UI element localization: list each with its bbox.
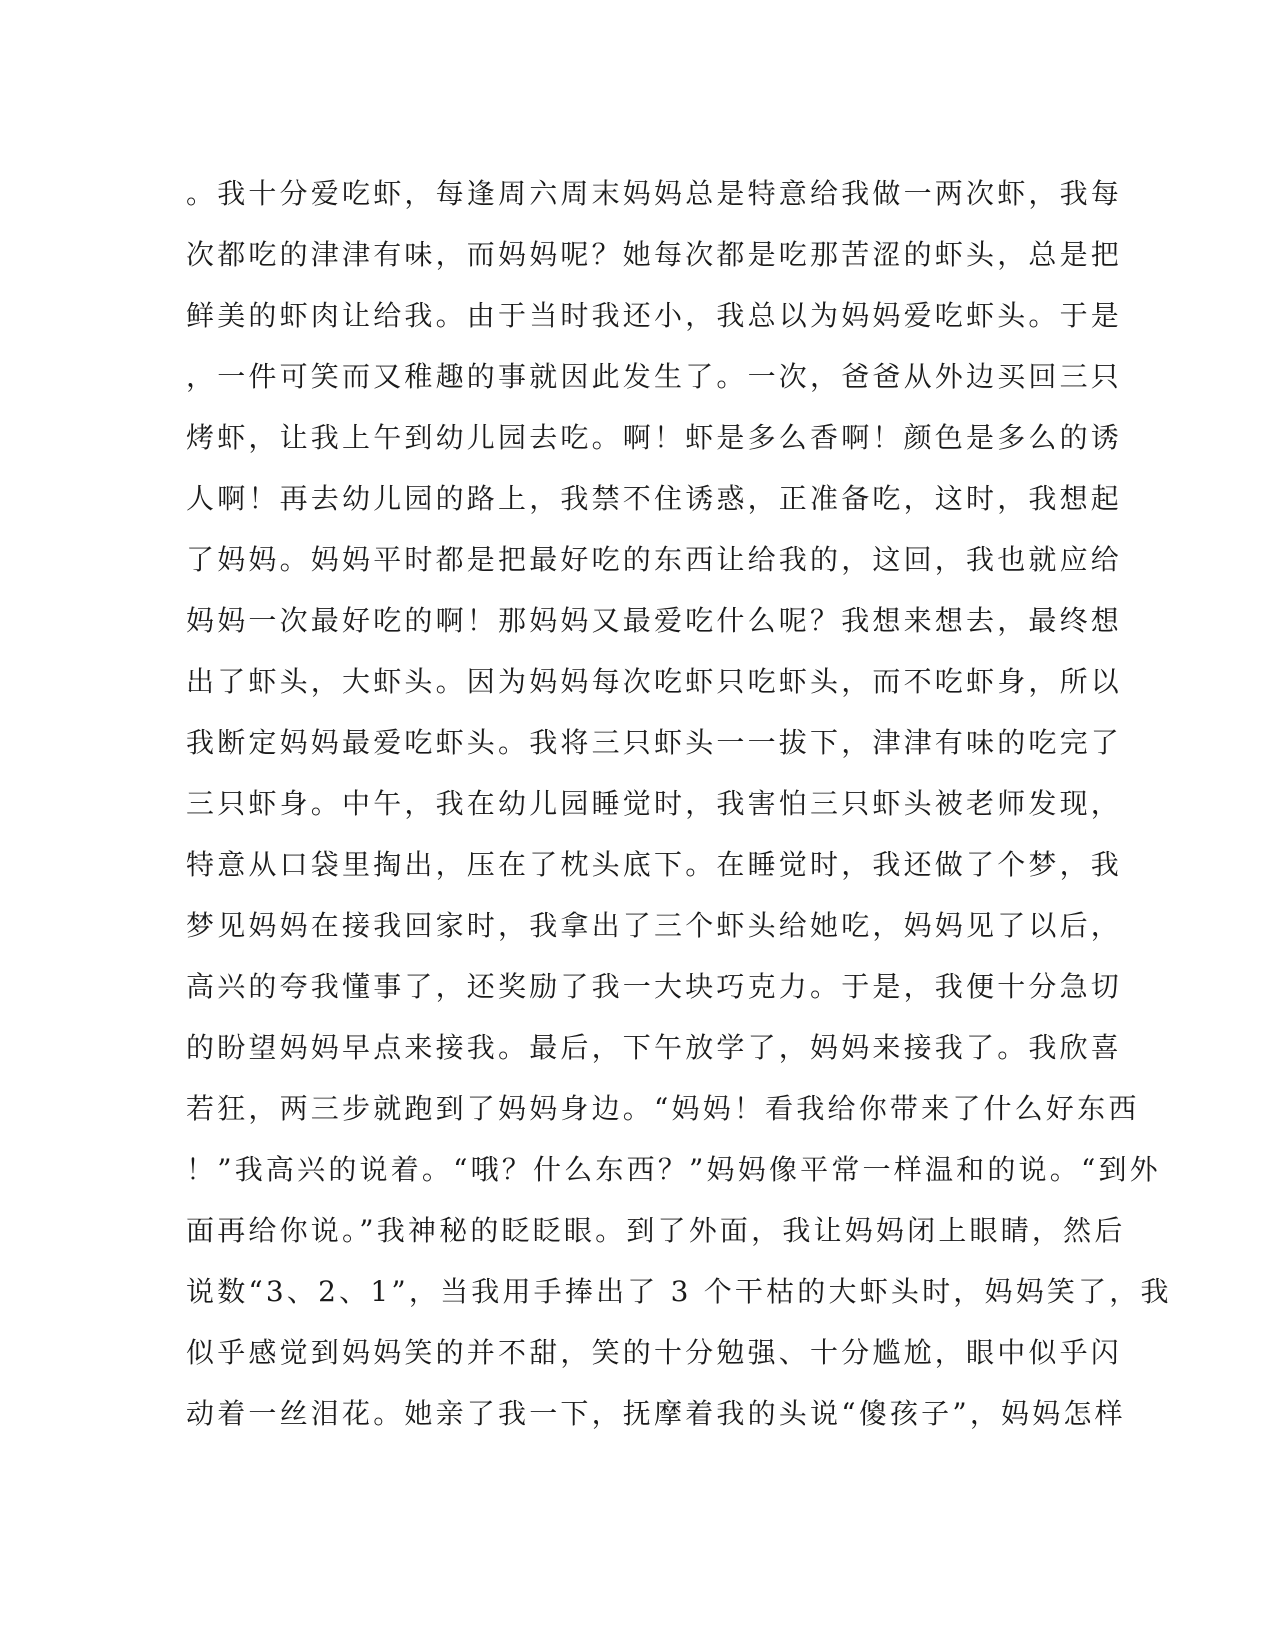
text-line: 出了虾头，大虾头。因为妈妈每次吃虾只吃虾头，而不吃虾身，所以 [186,665,1123,698]
text-line: 我断定妈妈最爱吃虾头。我将三只虾头一一拔下，津津有味的吃完了 [186,726,1123,759]
text-line: ，一件可笑而又稚趣的事就因此发生了。一次，爸爸从外边买回三只 [186,360,1123,393]
text-line: 似乎感觉到妈妈笑的并不甜，笑的十分勉强、十分尴尬，眼中似乎闪 [186,1336,1123,1369]
text-line: 三只虾身。中午，我在幼儿园睡觉时，我害怕三只虾头被老师发现， [186,787,1123,820]
text-line: 面再给你说。”我神秘的眨眨眼。到了外面，我让妈妈闭上眼睛，然后 [186,1214,1126,1247]
text-line: 鲜美的虾肉让给我。由于当时我还小，我总以为妈妈爱吃虾头。于是 [186,299,1123,332]
text-line: 人啊！再去幼儿园的路上，我禁不住诱惑，正准备吃，这时，我想起 [186,482,1123,515]
text-line: 。我十分爱吃虾，每逢周六周末妈妈总是特意给我做一两次虾，我每 [186,177,1123,210]
text-line: 了妈妈。妈妈平时都是把最好吃的东西让给我的，这回，我也就应给 [186,543,1123,576]
text-line: 妈妈一次最好吃的啊！那妈妈又最爱吃什么呢？我想来想去，最终想 [186,604,1123,637]
text-line: 高兴的夸我懂事了，还奖励了我一大块巧克力。于是，我便十分急切 [186,970,1123,1003]
text-line: 梦见妈妈在接我回家时，我拿出了三个虾头给她吃，妈妈见了以后， [186,909,1123,942]
text-line: 特意从口袋里掏出，压在了枕头底下。在睡觉时，我还做了个梦，我 [186,848,1123,881]
body-text [186,163,1172,1444]
text-line: 次都吃的津津有味，而妈妈呢？她每次都是吃那苦涩的虾头，总是把 [186,238,1123,271]
text-line: 若狂，两三步就跑到了妈妈身边。“妈妈！看我给你带来了什么好东西 [186,1092,1140,1125]
text-line: 动着一丝泪花。她亲了我一下，抚摩着我的头说“傻孩子”，妈妈怎样 [186,1397,1126,1430]
text-line: 烤虾，让我上午到幼儿园去吃。啊！虾是多么香啊！颜色是多么的诱 [186,421,1123,454]
text-line: 说数“3、2、1”，当我用手捧出了 3 个干枯的大虾头时，妈妈笑了，我 [186,1275,1172,1308]
text-line: ！”我高兴的说着。“哦？什么东西？”妈妈像平常一样温和的说。“到外 [186,1153,1161,1186]
text-line: 的盼望妈妈早点来接我。最后，下午放学了，妈妈来接我了。我欣喜 [186,1031,1123,1064]
